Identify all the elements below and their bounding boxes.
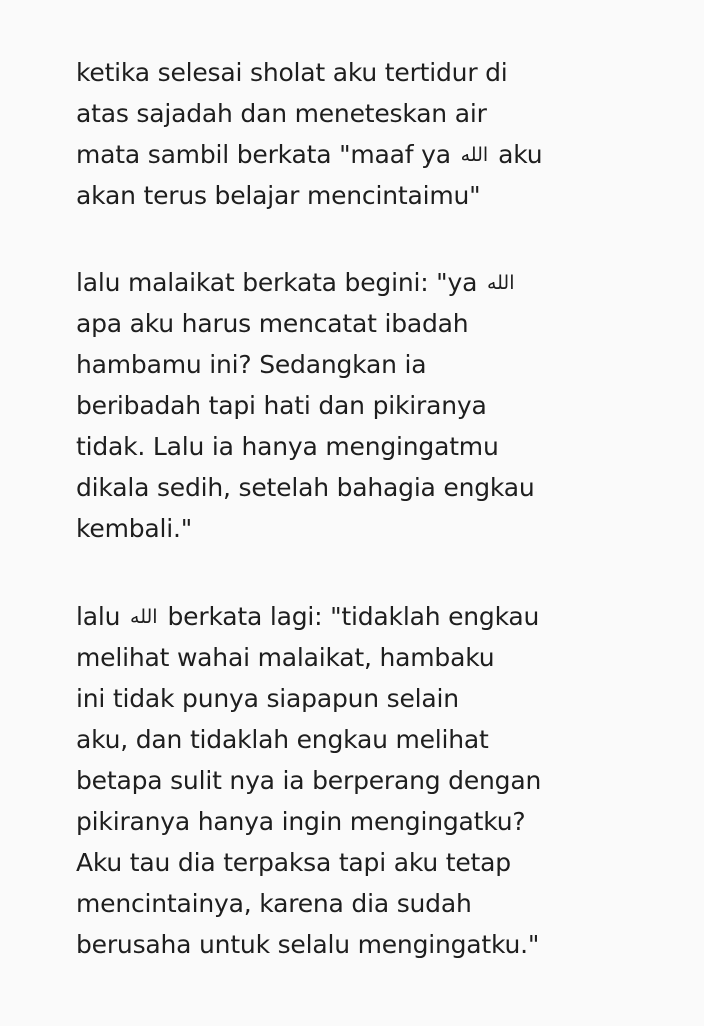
text-line: mencintainya, karena dia sudah (76, 889, 472, 918)
text-line: Aku tau dia terpaksa tapi aku tetap (76, 848, 511, 877)
text-line: pikiranya hanya ingin mengingatku? (76, 807, 526, 836)
text-line: atas sajadah dan meneteskan air (76, 99, 487, 128)
text-line: kembali." (76, 514, 193, 543)
text-line: lalu malaikat berkata begini: "ya الله (76, 268, 515, 297)
allah-word: الله (130, 606, 158, 628)
text-line: melihat wahai malaikat, hambaku (76, 643, 495, 672)
text-line: dikala sedih, setelah bahagia engkau (76, 473, 535, 502)
paragraph-3 (76, 596, 686, 965)
text-line: hambamu ini? Sedangkan ia (76, 350, 427, 379)
allah-word: الله (486, 272, 515, 294)
text-line: beribadah tapi hati dan pikiranya (76, 391, 487, 420)
text-line: akan terus belajar mencintaimu" (76, 181, 481, 210)
paragraph-2 (76, 262, 686, 549)
text-line: ini tidak punya siapapun selain (76, 684, 459, 713)
text-line: mata sambil berkata "maaf ya الله aku (76, 140, 543, 169)
text-line: ketika selesai sholat aku tertidur di (76, 58, 508, 87)
paragraph-1 (76, 52, 686, 216)
text-line: lalu الله berkata lagi: "tidaklah engkau (76, 602, 540, 631)
allah-word: الله (460, 144, 489, 166)
text-line: tidak. Lalu ia hanya mengingatmu (76, 432, 499, 461)
text-line: aku, dan tidaklah engkau melihat (76, 725, 489, 754)
text-line: berusaha untuk selalu mengingatku." (76, 930, 540, 959)
text-line: apa aku harus mencatat ibadah (76, 309, 469, 338)
text-line: betapa sulit nya ia berperang dengan (76, 766, 542, 795)
